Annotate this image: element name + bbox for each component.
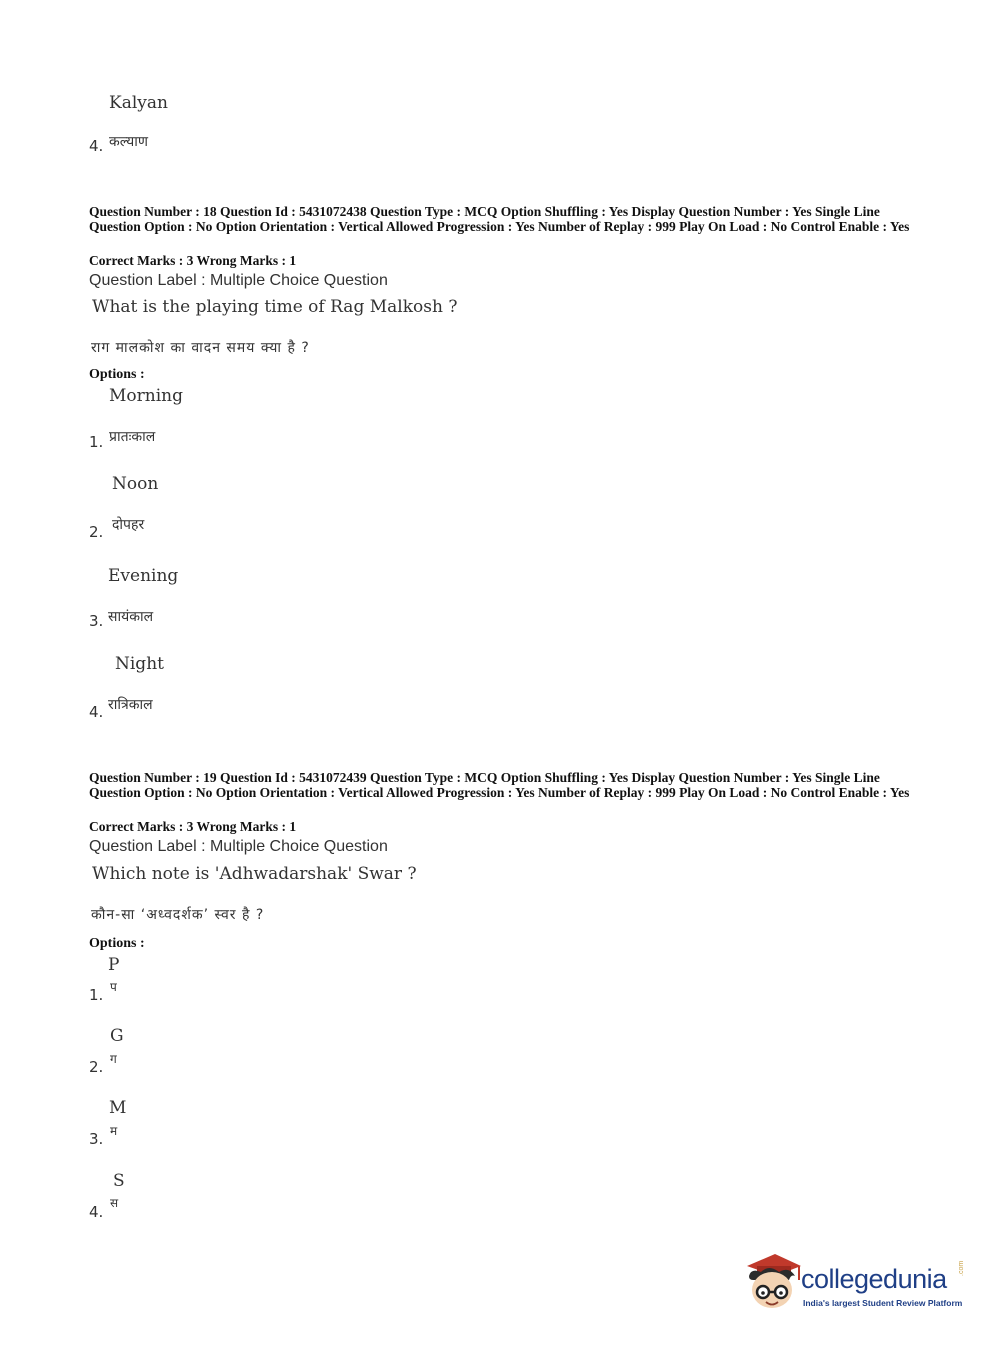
q19-option-2-number: 2.	[89, 1058, 104, 1076]
q19-metadata: Question Number : 19 Question Id : 5431072439 Question Type : MCQ Option Shuffling : Yes Display Question Number : Yes Single Line Question Option : No Option Orientation : Vertical Allowed Progression : Yes Number of Replay : 999 Play On Load : No Control Enable : Yes	[89, 770, 910, 800]
q18-option-2-number: 2.	[89, 523, 104, 541]
collegedunia-logo	[741, 1250, 971, 1316]
q18-metadata: Question Number : 18 Question Id : 5431072438 Question Type : MCQ Option Shuffling : Yes Display Question Number : Yes Single Line Question Option : No Option Orientation : Vertical Allowed Progression : Yes Number of Replay : 999 Play On Load : No Control Enable : Yes	[89, 204, 910, 234]
q18-option-3-number: 3.	[89, 612, 104, 630]
q18-option-4-hindi: रात्रिकाल	[108, 697, 153, 713]
q18-option-2-english: Noon	[112, 474, 159, 494]
mascot-icon	[741, 1250, 803, 1316]
q19-option-4-english: S	[113, 1171, 125, 1191]
logo-tagline: India's largest Student Review Platform	[803, 1298, 963, 1308]
q18-option-3-english: Evening	[108, 566, 179, 586]
q19-option-3-number: 3.	[89, 1130, 104, 1148]
q19-marks: Correct Marks : 3 Wrong Marks : 1	[89, 819, 297, 834]
prev-option-4-number: 4.	[89, 137, 104, 155]
q18-question-english: What is the playing time of Rag Malkosh ?	[92, 297, 458, 317]
q19-option-1-number: 1.	[89, 986, 104, 1004]
q19-option-2-hindi: ग	[110, 1052, 117, 1066]
logo-domain-suffix: .com	[958, 1260, 965, 1276]
q18-option-1-number: 1.	[89, 433, 104, 451]
q18-option-4-number: 4.	[89, 703, 104, 721]
q19-option-1-english: P	[108, 955, 120, 975]
q18-marks: Correct Marks : 3 Wrong Marks : 1	[89, 253, 297, 268]
q18-option-1-hindi: प्रातःकाल	[109, 429, 156, 445]
q18-option-2-hindi: दोपहर	[112, 517, 145, 533]
q19-option-4-number: 4.	[89, 1203, 104, 1221]
q18-question-hindi: राग मालकोश का वादन समय क्या है ?	[91, 340, 310, 356]
prev-option-4-english: Kalyan	[109, 93, 168, 113]
q19-option-3-english: M	[109, 1098, 127, 1118]
q19-option-1-hindi: प	[110, 980, 117, 994]
q18-option-3-hindi: सायंकाल	[108, 609, 154, 625]
prev-option-4-hindi: कल्याण	[109, 134, 149, 150]
logo-wordmark: collegedunia	[801, 1264, 947, 1294]
q19-label: Question Label : Multiple Choice Question	[89, 838, 388, 855]
q19-question-hindi: कौन-सा ‘अध्वदर्शक’ स्वर है ?	[91, 907, 265, 923]
q18-option-4-english: Night	[115, 654, 164, 674]
q18-label: Question Label : Multiple Choice Question	[89, 272, 388, 289]
q18-option-1-english: Morning	[109, 386, 183, 406]
q19-options-heading: Options :	[89, 936, 145, 951]
q19-option-3-hindi: म	[110, 1124, 118, 1138]
q19-option-2-english: G	[110, 1026, 124, 1046]
q19-question-english: Which note is 'Adhwadarshak' Swar ?	[92, 864, 417, 884]
q18-options-heading: Options :	[89, 367, 145, 382]
q19-option-4-hindi: स	[110, 1196, 119, 1210]
